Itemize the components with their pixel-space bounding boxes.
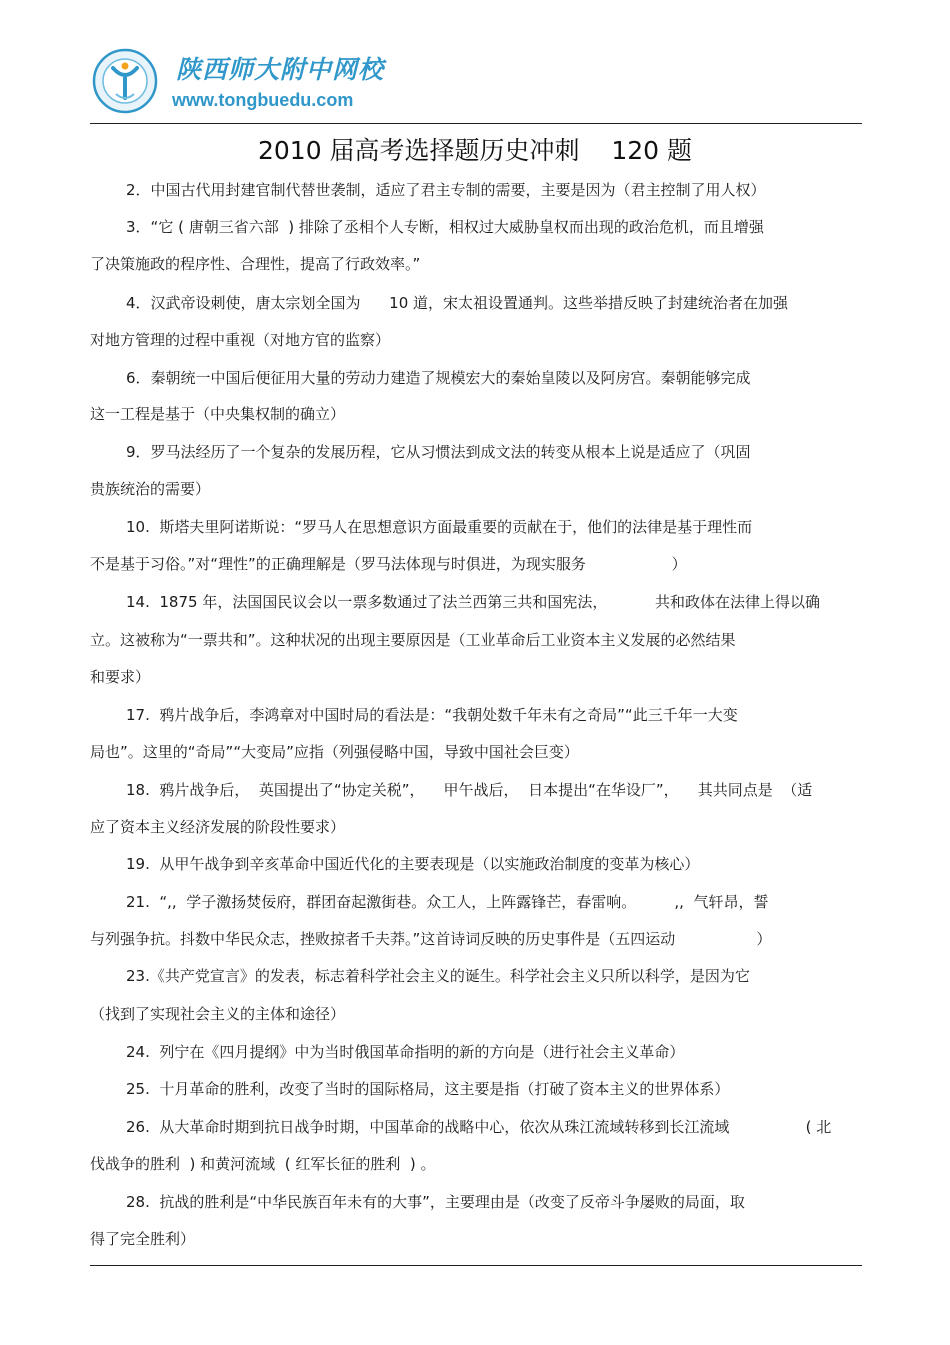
text-line: 得了完全胜利） xyxy=(90,1230,196,1248)
text-line: 17. 鸦片战争后，李鸿章对中国时局的看法是：“我朝处数千年未有之奇局”“此三千年一大变 xyxy=(126,706,738,724)
text-line: 25. 十月革命的胜利，改变了当时的国际格局，这主要是指（打破了资本主义的世界体系） xyxy=(126,1080,730,1098)
page-header xyxy=(92,44,392,120)
text-line: 立。这被称为“一票共和”。这种状况的出现主要原因是（工业革命后工业资本主义发展的必然结果 xyxy=(90,631,736,649)
text-line: 4．汉武帝设刺使，唐太宗划全国为 10 道，宋太祖设置通判。这些举措反映了封建统治者在加强 xyxy=(126,294,789,312)
text-line: 2．中国古代用封建官制代替世袭制，适应了君主专制的需要，主要是因为（君主控制了用人权） xyxy=(126,181,766,199)
footer-divider xyxy=(90,1265,862,1266)
text-line: 伐战争的胜利 ) 和黄河流域 ( 红军长征的胜利 ) 。 xyxy=(90,1155,436,1173)
text-line: 这一工程是基于（中央集权制的确立） xyxy=(90,405,346,423)
text-line: 9．罗马法经历了一个复杂的发展历程，它从习惯法到成文法的转变从根本上说是适应了（巩固 xyxy=(126,443,751,461)
text-line: 3．“它 ( 唐朝三省六部 ) 排除了丞相个人专断，相权过大威胁皇权而出现的政治危机，而且增强 xyxy=(126,218,764,236)
text-line: 了决策施政的程序性、合理性，提高了行政效率。” xyxy=(90,255,421,273)
text-line: 19. 从甲午战争到辛亥革命中国近代化的主要表现是（以实施政治制度的变革为核心） xyxy=(126,855,700,873)
text-line: 10. 斯塔夫里阿诺斯说：“罗马人在思想意识方面最重要的贡献在于，他们的法律是基于理性而 xyxy=(126,518,753,536)
text-line: 6．秦朝统一中国后便征用大量的劳动力建造了规模宏大的秦始皇陵以及阿房宫。秦朝能够完成 xyxy=(126,369,751,387)
header-divider xyxy=(90,123,862,124)
text-line: 和要求） xyxy=(90,668,151,686)
text-line: 对地方管理的过程中重视（对地方官的监察） xyxy=(90,331,391,349)
text-line: 局也”。这里的“奇局”“大变局”应指（列强侵略中国，导致中国社会巨变） xyxy=(90,743,579,761)
text-line: 18. 鸦片战争后， 英国提出了“协定关税”， 甲午战后， 日本提出“在华设厂”， 其共同点是 （适 xyxy=(126,781,813,799)
school-emblem-icon xyxy=(92,48,158,114)
text-line: 14. 1875 年，法国国民议会以一票多数通过了法兰西第三共和国宪法， 共和政体在法律上得以确 xyxy=(126,593,821,611)
text-line: 与列强争抗。抖数中华民众志，挫败掠者千夫莽。”这首诗词反映的历史事件是（五四运动 ） xyxy=(90,930,772,948)
text-line: 23.《共产党宣言》的发表，标志着科学社会主义的诞生。科学社会主义只所以科学，是因为它 xyxy=(126,967,750,985)
text-line: 26. 从大革命时期到抗日战争时期，中国革命的战略中心，依次从珠江流域转移到长江流域 ( 北 xyxy=(126,1118,832,1136)
text-line: 应了资本主义经济发展的阶段性要求） xyxy=(90,818,346,836)
text-line: 24. 列宁在《四月提纲》中为当时俄国革命指明的新的方向是（进行社会主义革命） xyxy=(126,1043,685,1061)
text-line: 28. 抗战的胜利是“中华民族百年未有的大事”，主要理由是（改变了反帝斗争屡败的局面，取 xyxy=(126,1193,745,1211)
text-line: 不是基于习俗。”对“理性”的正确理解是（罗马法体现与时俱进，为现实服务 ） xyxy=(90,555,687,573)
document-title: 2010 届高考选择题历史冲刺 120 题 xyxy=(257,136,693,165)
text-line: 21. “,, 学子激扬焚佞府，群团奋起激街巷。众工人，上阵露锋芒，春雷响。 ,, 气轩昂，誓 xyxy=(126,893,769,911)
text-line: （找到了实现社会主义的主体和途径） xyxy=(90,1005,346,1023)
brand-name: 陕西师大附中网校 xyxy=(176,55,385,84)
brand-url: www.tongbuedu.com xyxy=(172,90,354,110)
text-line: 贵族统治的需要） xyxy=(90,480,211,498)
